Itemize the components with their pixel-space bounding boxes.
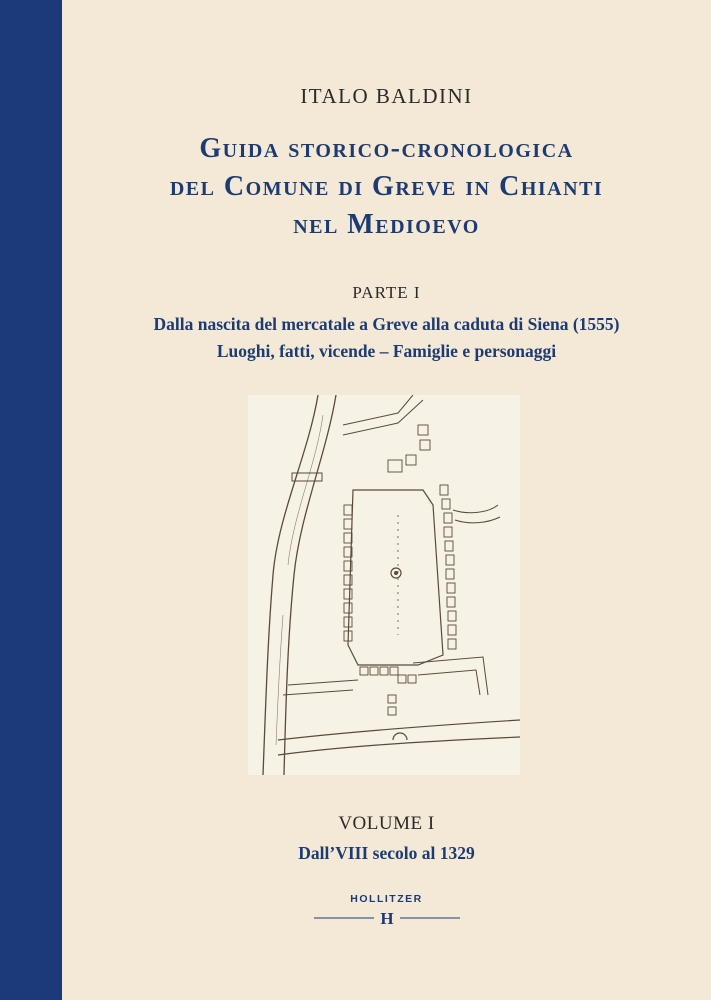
cover-spine [0,0,62,1000]
title-line: nel Medioevo [293,209,480,240]
book-title [62,130,711,244]
volume-label: VOLUME I [338,813,435,834]
part-label: PARTE I [352,283,421,302]
publisher-h-logo-icon [312,908,462,928]
title-line: del Comune di Greve in Chianti [169,171,604,202]
book-cover [62,0,711,1000]
map-illustration [248,395,520,775]
subtitle-line: Luoghi, fatti, vicende – Famiglie e personaggi [216,341,557,361]
publisher-name: HOLLITZER [350,893,423,905]
author-name: ITALO BALDINI [300,84,473,108]
volume-subtitle: Dall’VIII secolo al 1329 [298,843,475,863]
title-line: Guida storico-cronologica [199,133,574,164]
subtitle-line: Dalla nascita del mercatale a Greve alla caduta di Siena (1555) [153,314,620,334]
publisher-logo-letter: H [380,909,394,928]
subtitle [62,311,711,365]
town-map-icon [248,395,520,775]
